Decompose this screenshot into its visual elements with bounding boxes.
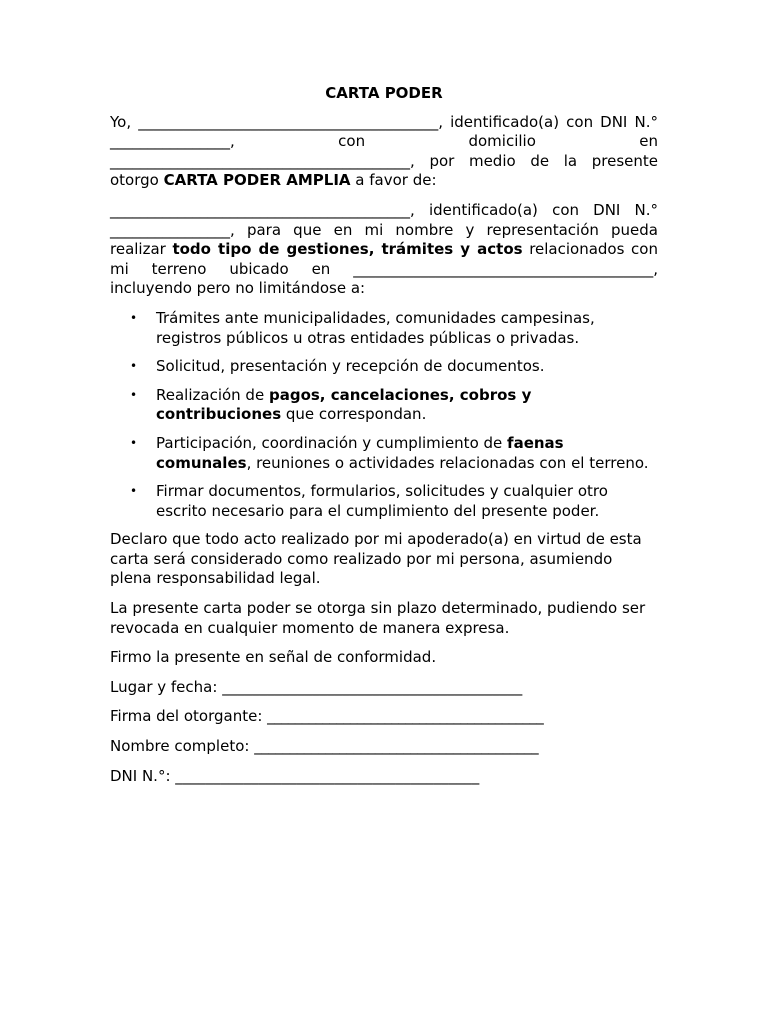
relacionados-text: relacionados con mi terreno ubicado en: [110, 240, 658, 278]
place-date-line: [110, 678, 658, 698]
list-item: [110, 357, 658, 377]
list-item-text: , reuniones o actividades relacionadas con el terreno.: [246, 453, 649, 472]
list-item-bold: pagos, cancelaciones, cobros y contribuciones: [156, 385, 532, 424]
en-text: en: [639, 132, 658, 151]
dni-signature-line: [110, 767, 658, 787]
list-item-text: Realización de: [156, 385, 265, 404]
list-item-bold: faenas comunales: [156, 433, 564, 472]
list-item: [110, 434, 658, 473]
full-name-label: Nombre completo:: [110, 737, 250, 756]
conformity-paragraph: Firmo la presente en señal de conformidad.: [110, 648, 437, 667]
bullet-icon: •: [130, 310, 138, 325]
bullet-icon: •: [130, 387, 138, 402]
document-title: CARTA PODER: [325, 84, 443, 102]
bullet-icon: •: [130, 435, 138, 450]
carta-poder-amplia-text: CARTA PODER AMPLIA: [163, 171, 351, 190]
list-item: [110, 386, 658, 425]
dni-label: N.°: [634, 112, 658, 131]
dni-signature-blank: ________________________________________: [175, 766, 480, 785]
incluyendo-text: incluyendo pero no limitándose a:: [110, 279, 366, 298]
grantor-signature-line: [110, 707, 658, 727]
grantor-paragraph: [110, 113, 658, 191]
dni-signature-label: DNI N.°:: [110, 766, 171, 785]
full-name-blank: ________________________________________: [254, 737, 539, 756]
list-item: [110, 482, 658, 521]
full-name-line: [110, 737, 658, 757]
bullet-icon: •: [130, 359, 138, 374]
grantor-signature-blank: ________________________________________: [267, 707, 544, 726]
attorney-dni-blank: ________________,: [110, 220, 235, 239]
validity-paragraph: La presente carta poder se otorga sin plazo determinado, pudiendo ser revocada en cualquier momento de manera expresa.: [110, 599, 646, 637]
grantor-name-blank: ________________________________________,: [138, 112, 443, 131]
signature-block: [110, 678, 658, 786]
grantor-signature-label: Firma del otorgante:: [110, 707, 263, 726]
identificado-text: identificado(a) con DNI N.°: [428, 200, 658, 219]
document-body: [110, 84, 658, 796]
attorney-name-blank: ________________________________________,: [110, 200, 415, 219]
powers-list: [110, 309, 658, 521]
identificado-text: identificado(a) con DNI: [450, 112, 628, 131]
list-item-text: Solicitud, presentación y recepción de documentos.: [156, 357, 545, 376]
list-item-text: Trámites ante municipalidades, comunidades campesinas, registros públicos u otras entidades públicas o privadas.: [156, 308, 595, 347]
place-date-blank: ________________________________________: [222, 677, 523, 696]
gestiones-text: todo tipo de gestiones, trámites y actos: [172, 240, 523, 259]
por-medio-text: por medio de la presente: [429, 151, 658, 170]
grantor-address-blank: ________________________________________,: [110, 151, 415, 170]
yo-text: Yo,: [110, 112, 132, 131]
list-item-text: Participación, coordinación y cumplimiento de: [156, 433, 503, 452]
a-favor-text: a favor de:: [355, 171, 437, 190]
grantor-dni-blank: ________________,: [110, 132, 235, 151]
place-date-label: Lugar y fecha:: [110, 677, 218, 696]
attorney-paragraph: [110, 201, 658, 299]
otorgo-text: otorgo: [110, 171, 159, 190]
domicilio-text: domicilio: [468, 132, 536, 151]
list-item: [110, 309, 658, 348]
bullet-icon: •: [130, 484, 138, 499]
declaration-paragraph: Declaro que todo acto realizado por mi apoderado(a) en virtud de esta carta será considerado como realizado por mi persona, asumiendo plena responsabilidad legal.: [110, 530, 642, 588]
terrain-location-blank: ________________________________________,: [353, 259, 658, 278]
list-item-text: que correspondan.: [285, 405, 427, 424]
para-que-text: para que en mi nombre y representación pueda realizar: [110, 220, 658, 259]
list-item-text: Firmar documentos, formularios, solicitudes y cualquier otro escrito necesario para el cumplimiento del presente poder.: [156, 482, 608, 520]
con-text: con: [338, 132, 366, 151]
